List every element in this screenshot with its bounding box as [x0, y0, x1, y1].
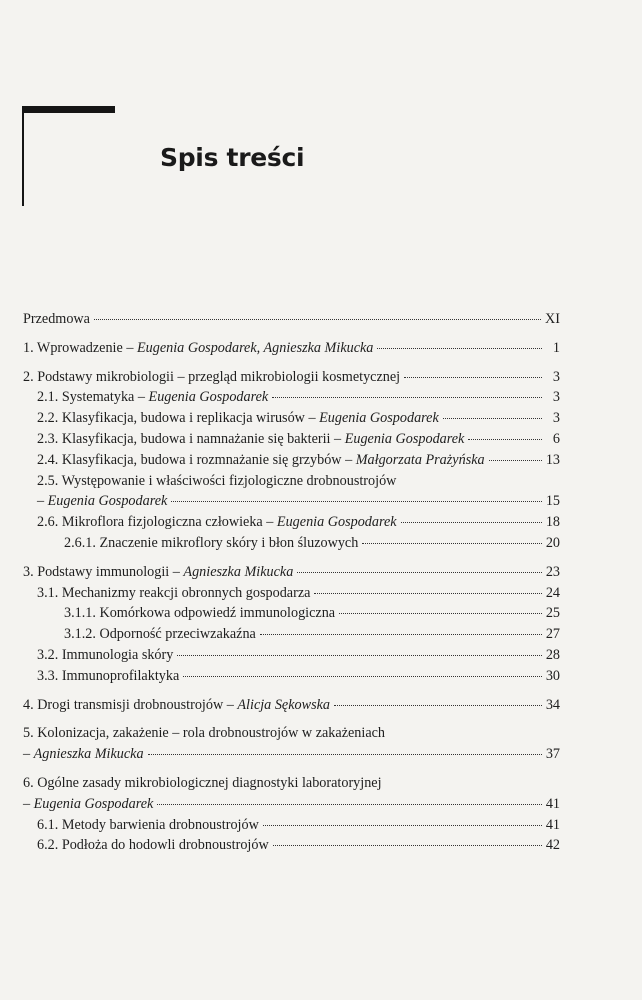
toc-entry-text: 2.3. Klasyfikacja, budowa i namnażanie się bakterii – [37, 430, 345, 447]
dot-leader [362, 543, 541, 544]
dot-leader [314, 593, 541, 594]
toc-entry-text: – [23, 795, 34, 812]
toc-entry-title [23, 723, 385, 744]
toc-entry-text: 2.1. Systematyka – [37, 389, 149, 406]
toc-entry[interactable] [23, 645, 560, 666]
toc-page-number: XI [545, 311, 560, 327]
toc-entry-title [23, 773, 382, 794]
dot-leader [183, 676, 542, 677]
toc-entry-text: 2.4. Klasyfikacja, budowa i rozmnażanie się grzybów – [37, 451, 356, 468]
toc-page-number: 24 [545, 584, 560, 601]
toc-page-number: 27 [545, 626, 560, 643]
toc-entry-title [64, 624, 256, 645]
toc-page-number: 37 [545, 746, 560, 763]
toc-page-number: 18 [545, 514, 560, 531]
dot-leader [148, 754, 542, 755]
toc-entry-text: – [37, 493, 48, 510]
toc-entry-text: 2.6.1. Znaczenie mikroflory skóry i błon śluzowych [64, 534, 359, 551]
dot-leader [157, 804, 542, 805]
toc-entry-text: – [23, 746, 34, 763]
dot-leader [334, 705, 542, 706]
toc-entry[interactable] [23, 491, 560, 512]
toc-entry-author: Agnieszka Mikucka [33, 746, 144, 763]
toc-page-number: 42 [545, 837, 560, 854]
toc-entry[interactable] [23, 666, 560, 687]
toc-entry[interactable] [23, 387, 560, 408]
toc-entry[interactable] [23, 603, 560, 624]
dot-leader [171, 501, 542, 502]
toc-entry[interactable] [23, 429, 560, 450]
toc-entry[interactable] [23, 773, 560, 794]
toc-page-number: 3 [552, 410, 560, 427]
toc-entry-title [37, 471, 396, 492]
toc-entry-text: 2.6. Mikroflora fizjologiczna człowieka – [37, 514, 277, 531]
toc-entry-title [37, 512, 397, 533]
toc-entry-text: 3.1.2. Odporność przeciwzakaźna [64, 626, 256, 643]
toc-entry[interactable] [23, 562, 560, 583]
toc-page-number: 28 [545, 646, 560, 663]
toc-entry-title [37, 387, 268, 408]
dot-leader [297, 572, 541, 573]
toc-entry-title [23, 309, 90, 330]
toc-entry[interactable] [23, 583, 560, 604]
toc-entry-author: Eugenia Gospodarek [344, 430, 465, 447]
toc-entry-author: Eugenia Gospodarek [319, 410, 439, 427]
toc-page-number: 6 [552, 430, 560, 447]
dot-leader [273, 845, 542, 846]
corner-mark-horizontal [22, 106, 115, 113]
toc-entry-title [64, 603, 335, 624]
toc-entry-author: Eugenia Gospodarek, Agnieszka Mikucka [137, 339, 374, 356]
dot-leader [401, 522, 542, 523]
toc-entry[interactable] [23, 835, 560, 856]
toc-page-number: 15 [545, 493, 560, 510]
toc-entry-text: 4. Drogi transmisji drobnoustrojów – [23, 696, 238, 713]
dot-leader [260, 634, 542, 635]
toc-entry-title [37, 835, 269, 856]
toc-entry-text: 3. Podstawy immunologii – [23, 563, 184, 580]
toc-entry-text: 2.5. Występowanie i właściwości fizjologiczne drobnoustrojów [37, 472, 397, 489]
toc-entry-title [23, 794, 153, 815]
toc-entry-text: 3.2. Immunologia skóry [37, 646, 174, 663]
toc-entry[interactable] [23, 695, 560, 716]
dot-leader [468, 439, 542, 440]
toc-entry-text: 1. Wprowadzenie – [23, 339, 137, 356]
toc-entry-text: 3.1.1. Komórkowa odpowiedź immunologiczna [64, 605, 336, 622]
toc-section [23, 562, 560, 687]
toc-entry-title [23, 695, 330, 716]
toc-entry[interactable] [23, 744, 560, 765]
toc-entry[interactable] [23, 815, 560, 836]
toc-section [23, 695, 560, 716]
dot-leader [94, 319, 541, 320]
toc-entry-author: Małgorzata Prażyńska [355, 451, 485, 468]
dot-leader [489, 460, 542, 461]
toc-page-number: 1 [552, 339, 560, 356]
page-title: Spis treści [160, 143, 305, 172]
toc-entry-author: Eugenia Gospodarek [33, 795, 154, 812]
dot-leader [377, 348, 542, 349]
toc-entry-text: 2. Podstawy mikrobiologii – przegląd mikrobiologii kosmetycznej [23, 368, 401, 385]
dot-leader [177, 655, 541, 656]
toc-entry-title [23, 338, 373, 359]
toc-entry-text: 3.3. Immunoprofilaktyka [37, 667, 180, 684]
toc-entry-text: 2.2. Klasyfikacja, budowa i replikacja wirusów – [37, 410, 320, 427]
toc-page-number: 41 [545, 795, 560, 812]
toc-entry-title [23, 367, 400, 388]
toc-section [23, 773, 560, 856]
toc-entry-title [37, 645, 173, 666]
toc-page-number: 20 [545, 534, 560, 551]
toc-entry-author: Alicja Sękowska [237, 696, 330, 713]
toc-entry[interactable] [23, 624, 560, 645]
toc-entry-text: 6.1. Metody barwienia drobnoustrojów [37, 816, 259, 833]
toc-entry[interactable] [23, 512, 560, 533]
dot-leader [404, 377, 542, 378]
dot-leader [339, 613, 542, 614]
toc-page-number: 41 [545, 816, 560, 833]
table-of-contents [23, 309, 560, 864]
toc-entry[interactable] [23, 723, 560, 744]
toc-entry-author: Agnieszka Mikucka [183, 563, 294, 580]
toc-entry-title [37, 583, 310, 604]
toc-entry[interactable] [23, 794, 560, 815]
toc-entry[interactable] [23, 471, 560, 492]
toc-entry-text: 5. Kolonizacja, zakażenie – rola drobnoustrojów w zakażeniach [23, 725, 386, 742]
toc-entry-text: Przedmowa [23, 311, 90, 327]
corner-mark-vertical [22, 106, 24, 206]
toc-entry[interactable] [23, 338, 560, 359]
toc-page-number: 30 [545, 667, 560, 684]
toc-entry-author: Eugenia Gospodarek [148, 389, 269, 406]
toc-entry[interactable] [23, 367, 560, 388]
toc-section [23, 309, 560, 330]
toc-entry[interactable] [23, 408, 560, 429]
toc-entry[interactable] [23, 309, 560, 330]
toc-entry-text: 6.2. Podłoża do hodowli drobnoustrojów [37, 837, 269, 854]
toc-entry-title [37, 408, 439, 429]
dot-leader [263, 825, 542, 826]
toc-section [23, 338, 560, 359]
toc-entry-title [23, 562, 293, 583]
toc-page-number: 3 [552, 389, 560, 406]
toc-section [23, 367, 560, 554]
toc-entry-author: Eugenia Gospodarek [276, 514, 397, 531]
toc-entry-title [37, 491, 167, 512]
toc-page-number: 13 [545, 451, 560, 468]
toc-entry-title [37, 450, 485, 471]
toc-entry-text: 6. Ogólne zasady mikrobiologicznej diagnostyki laboratoryjnej [23, 774, 382, 791]
toc-entry-title [23, 744, 144, 765]
toc-entry-title [64, 533, 358, 554]
toc-entry-title [37, 429, 464, 450]
toc-entry-title [37, 815, 259, 836]
toc-page-number: 3 [552, 368, 560, 385]
toc-entry-text: 3.1. Mechanizmy reakcji obronnych gospodarza [37, 584, 311, 601]
toc-section [23, 723, 560, 765]
dot-leader [443, 418, 542, 419]
toc-entry[interactable] [23, 533, 560, 554]
toc-entry[interactable] [23, 450, 560, 471]
toc-page-number: 34 [545, 696, 560, 713]
toc-page-number: 25 [545, 605, 560, 622]
dot-leader [272, 397, 542, 398]
toc-entry-author: Eugenia Gospodarek [47, 493, 168, 510]
toc-page-number: 23 [545, 563, 560, 580]
toc-entry-title [37, 666, 179, 687]
